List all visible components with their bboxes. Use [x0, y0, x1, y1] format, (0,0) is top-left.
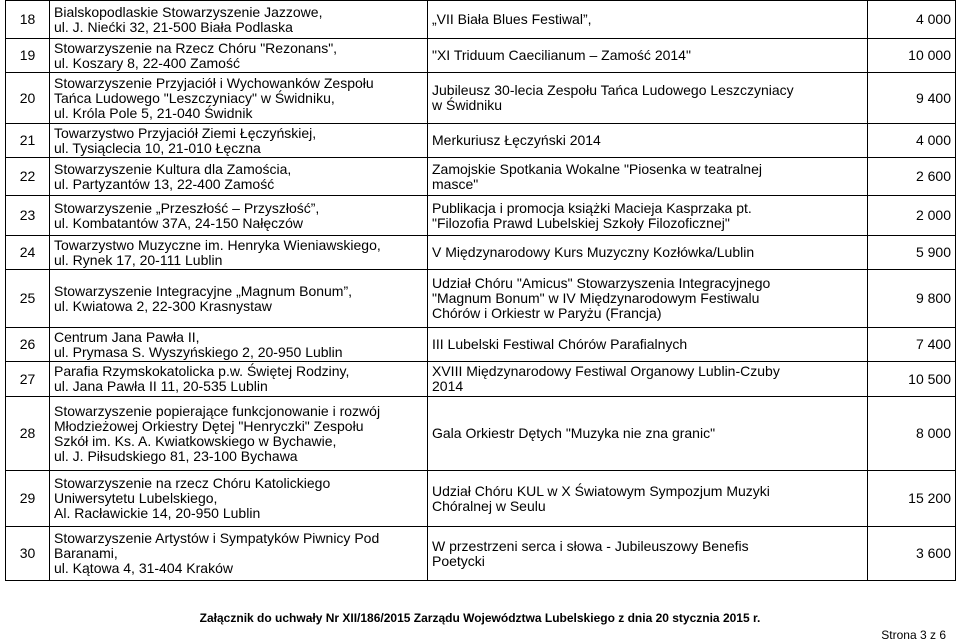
organization-line: Towarzystwo Muzyczne im. Henryka Wieniawskiego,: [54, 236, 381, 253]
organization-line: Stowarzyszenie na Rzecz Chóru "Rezonans",: [54, 39, 338, 56]
organization-line: Młodzieżowej Orkiestry Dętej "Henryczki" Zespołu: [54, 417, 364, 434]
organization-line: Baranami,: [54, 545, 118, 561]
organization-line: ul. Rynek 17, 20-111 Lublin: [54, 251, 223, 268]
project-cell: [428, 236, 868, 270]
organization-line: ul. Kątowa 4, 31-404 Kraków: [54, 560, 233, 576]
table-row: [6, 236, 956, 270]
organization-cell: [50, 527, 428, 581]
table-row: [6, 39, 956, 73]
organization-cell: [50, 397, 428, 471]
organization-line: Stowarzyszenie „Przeszłość – Przyszłość”,: [54, 199, 320, 216]
project-line: w Świdniku: [432, 97, 503, 113]
table-row: [6, 158, 956, 196]
organization-line: Stowarzyszenie na rzecz Chóru Katolickiego: [54, 475, 331, 491]
table-row: [6, 124, 956, 158]
organization-line: ul. Prymasa S. Wyszyńskiego 2, 20-950 Lublin: [54, 343, 343, 360]
organization-line: Stowarzyszenie Integracyjne „Magnum Bonum”,: [54, 282, 353, 299]
grant-amount: 2 000: [868, 196, 956, 236]
project-line: Merkuriusz Łęczyński 2014: [432, 132, 601, 148]
organization-cell: [50, 39, 428, 73]
organization-line: ul. Partyzantów 13, 22-400 Zamość: [54, 175, 275, 192]
organization-cell: [50, 196, 428, 236]
grants-table: [5, 0, 956, 581]
organization-cell: [50, 158, 428, 196]
row-number: 20: [6, 73, 50, 124]
project-line: "XI Triduum Caecilianum – Zamość 2014": [432, 47, 691, 63]
project-line: V Międzynarodowy Kurs Muzyczny Kozłówka/Lublin: [432, 244, 755, 260]
organization-cell: [50, 270, 428, 328]
table-row: [6, 1, 956, 39]
organization-line: ul. J. Piłsudskiego 81, 23-100 Bychawa: [54, 447, 298, 464]
organization-line: Stowarzyszenie Artystów i Sympatyków Piwnicy Pod: [54, 530, 380, 546]
organization-line: Bialskopodlaskie Stowarzyszenie Jazzowe,: [54, 3, 323, 20]
row-number: 27: [6, 362, 50, 397]
grant-amount: 9 400: [868, 73, 956, 124]
table-row: [6, 471, 956, 527]
row-number: 26: [6, 328, 50, 362]
grant-amount: 2 600: [868, 158, 956, 196]
project-line: Publikacja i promocja książki Macieja Kasprzaka pt.: [432, 199, 752, 216]
grant-amount: 4 000: [868, 124, 956, 158]
grant-amount: 15 200: [868, 471, 956, 527]
organization-cell: [50, 124, 428, 158]
organization-cell: [50, 236, 428, 270]
organization-line: Stowarzyszenie popierające funkcjonowanie i rozwój: [54, 402, 381, 419]
row-number: 28: [6, 397, 50, 471]
grant-amount: 10 000: [868, 39, 956, 73]
project-cell: [428, 1, 868, 39]
row-number: 30: [6, 527, 50, 581]
table-row: [6, 362, 956, 397]
project-cell: [428, 362, 868, 397]
grant-amount: 3 600: [868, 527, 956, 581]
project-line: Jubileusz 30-lecia Zespołu Tańca Ludowego Leszczyniacy: [432, 82, 794, 98]
organization-line: ul. Koszary 8, 22-400 Zamość: [54, 54, 240, 71]
row-number: 22: [6, 158, 50, 196]
organization-line: Szkół im. Ks. A. Kwiatkowskiego w Bychawie,: [54, 432, 337, 449]
table-row: [6, 270, 956, 328]
project-cell: [428, 328, 868, 362]
organization-cell: [50, 73, 428, 124]
table-row: [6, 397, 956, 471]
project-line: 2014: [432, 378, 464, 394]
grant-amount: 9 800: [868, 270, 956, 328]
table-row: [6, 196, 956, 236]
organization-line: Centrum Jana Pawła II,: [54, 328, 200, 345]
grants-table-body: [6, 1, 956, 581]
project-line: Udział Chóru "Amicus" Stowarzyszenia Integracyjnego: [432, 275, 771, 291]
organization-line: ul. J. Niećki 32, 21-500 Biała Podlaska: [54, 18, 293, 35]
organization-cell: [50, 1, 428, 39]
project-line: Chóralnej w Seulu: [432, 497, 546, 514]
organization-cell: [50, 362, 428, 397]
table-row: [6, 527, 956, 581]
project-line: Gala Orkiestr Dętych "Muzyka nie zna granic": [432, 425, 716, 441]
row-number: 19: [6, 39, 50, 73]
project-line: Poetycki: [432, 552, 485, 569]
project-line: "Filozofia Prawd Lubelskiej Szkoły Filozoficznej": [432, 214, 730, 231]
project-cell: [428, 158, 868, 196]
project-cell: [428, 196, 868, 236]
project-cell: [428, 124, 868, 158]
project-cell: [428, 471, 868, 527]
project-line: masce": [432, 175, 479, 192]
organization-line: Towarzystwo Przyjaciół Ziemi Łęczyńskiej,: [54, 124, 317, 141]
organization-cell: [50, 328, 428, 362]
row-number: 25: [6, 270, 50, 328]
row-number: 21: [6, 124, 50, 158]
grant-amount: 7 400: [868, 328, 956, 362]
project-line: "Magnum Bonum" w IV Międzynarodowym Festiwalu: [432, 290, 760, 306]
grant-amount: 8 000: [868, 397, 956, 471]
row-number: 29: [6, 471, 50, 527]
organization-line: Tańca Ludowego "Leszczyniacy" w Świdniku,: [54, 89, 335, 106]
project-line: „VII Biała Blues Festiwal”,: [432, 11, 592, 27]
organization-line: ul. Kombatantów 37A, 24-150 Nałęczów: [54, 214, 304, 231]
document-footer: Załącznik do uchwały Nr XII/186/2015 Zarządu Województwa Lubelskiego z dnia 20 stycznia 2015 r.: [199, 611, 761, 625]
organization-line: ul. Kwiatowa 2, 22-300 Krasnystaw: [54, 297, 272, 314]
table-row: [6, 73, 956, 124]
row-number: 24: [6, 236, 50, 270]
organization-line: Parafia Rzymskokatolicka p.w. Świętej Rodziny,: [54, 363, 350, 379]
organization-line: ul. Jana Pawła II 11, 20-535 Lublin: [54, 378, 268, 394]
organization-line: Al. Racławickie 14, 20-950 Lublin: [54, 505, 261, 521]
organization-line: Stowarzyszenie Przyjaciół i Wychowanków Zespołu: [54, 74, 374, 91]
table-row: [6, 328, 956, 362]
organization-line: Uniwersytetu Lubelskiego,: [54, 490, 218, 506]
project-line: III Lubelski Festiwal Chórów Parafialnych: [432, 336, 688, 352]
project-cell: [428, 527, 868, 581]
project-line: Zamojskie Spotkania Wokalne "Piosenka w teatralnej: [432, 160, 762, 177]
project-cell: [428, 397, 868, 471]
project-line: Udział Chóru KUL w X Światowym Sympozjum Muzyki: [432, 482, 770, 499]
project-cell: [428, 39, 868, 73]
project-line: XVIII Międzynarodowy Festiwal Organowy Lublin-Czuby: [432, 363, 780, 379]
organization-line: ul. Króla Pole 5, 21-040 Świdnik: [54, 104, 253, 121]
row-number: 18: [6, 1, 50, 39]
row-number: 23: [6, 196, 50, 236]
project-line: W przestrzeni serca i słowa - Jubileuszowy Benefis: [432, 537, 749, 554]
grant-amount: 10 500: [868, 362, 956, 397]
project-cell: [428, 270, 868, 328]
grant-amount: 4 000: [868, 1, 956, 39]
organization-line: Stowarzyszenie Kultura dla Zamościa,: [54, 160, 292, 177]
project-line: Chórów i Orkiestr w Paryżu (Francja): [432, 305, 662, 321]
grant-amount: 5 900: [868, 236, 956, 270]
project-cell: [428, 73, 868, 124]
page-number: Strona 3 z 6: [881, 628, 946, 642]
organization-line: ul. Tysiąclecia 10, 21-010 Łęczna: [54, 139, 261, 156]
organization-cell: [50, 471, 428, 527]
